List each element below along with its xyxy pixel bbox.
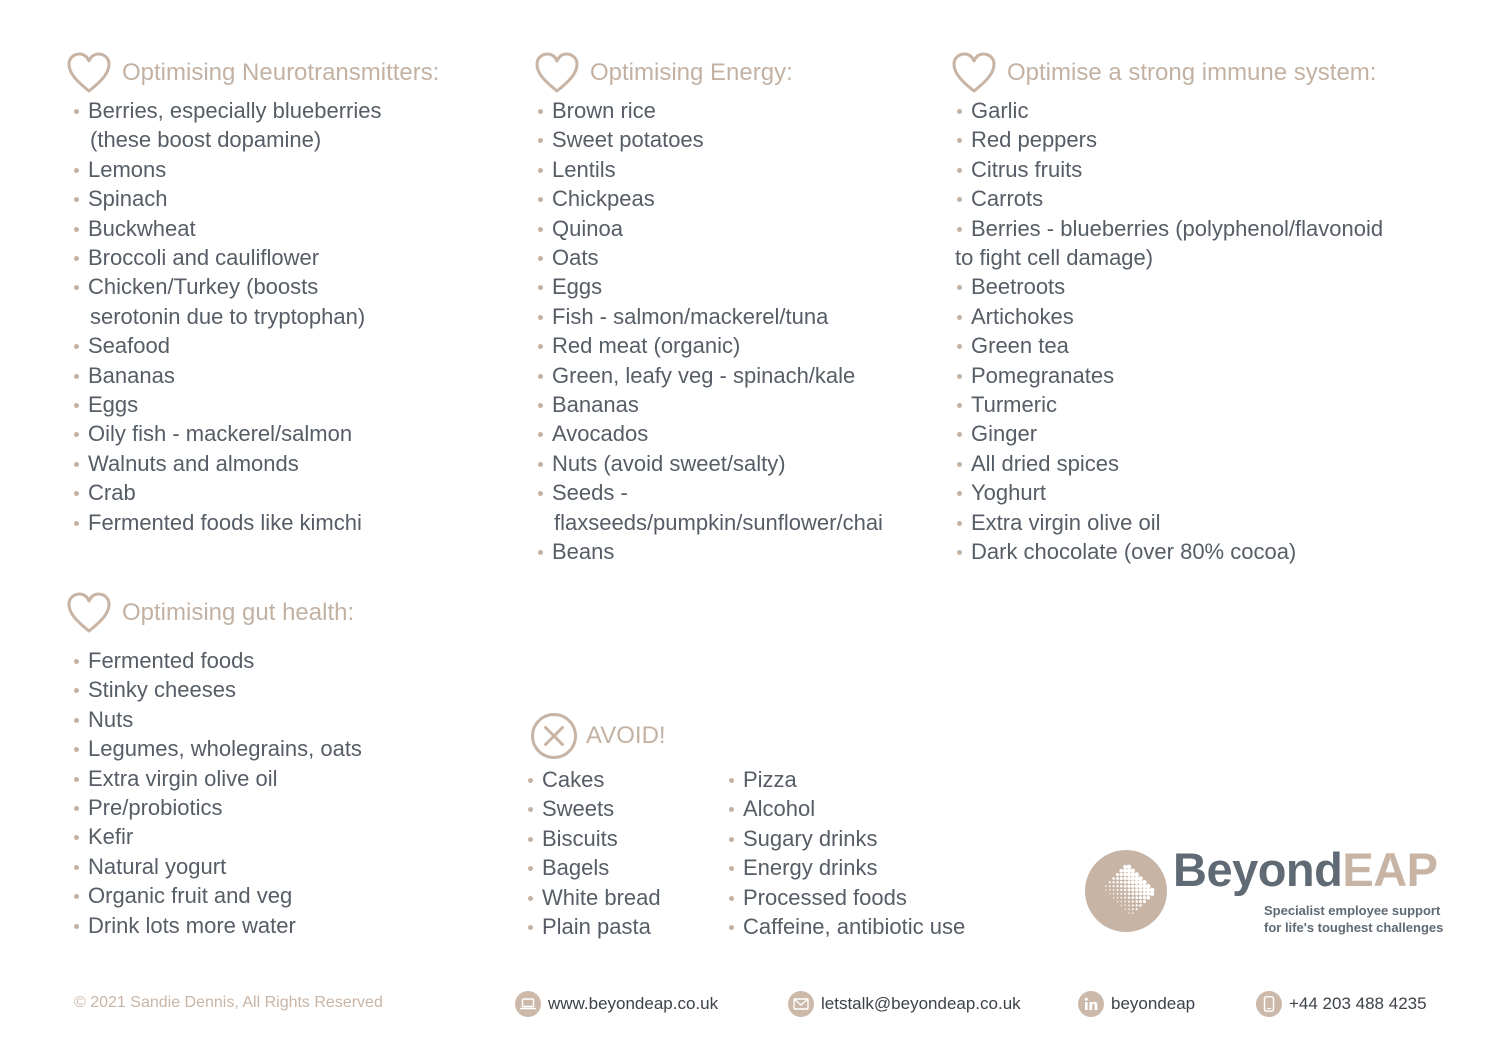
list-item bbox=[955, 214, 1451, 273]
laptop-icon bbox=[515, 991, 541, 1017]
logo-dot bbox=[1117, 901, 1118, 902]
list-item: Pre/probiotics bbox=[72, 793, 496, 822]
list-item: Seafood bbox=[72, 331, 496, 360]
logo-dot bbox=[1143, 892, 1147, 896]
list-item: Quinoa bbox=[536, 214, 934, 243]
logo-dot bbox=[1120, 893, 1122, 895]
logo-dot bbox=[1117, 893, 1119, 895]
logo-wordmark bbox=[1173, 842, 1438, 897]
list-item: Kefir bbox=[72, 822, 496, 851]
section-heading bbox=[534, 50, 934, 96]
list-item: Pizza bbox=[727, 765, 965, 794]
contact-phone[interactable] bbox=[1256, 990, 1427, 1018]
logo-dot bbox=[1127, 873, 1131, 877]
list-item: Ginger bbox=[955, 419, 1451, 448]
logo-dot bbox=[1131, 876, 1135, 880]
logo-dot bbox=[1124, 889, 1127, 892]
logo-dot bbox=[1146, 884, 1151, 889]
brand-logo bbox=[1085, 843, 1455, 938]
logo-dot bbox=[1120, 873, 1123, 876]
logo-dot bbox=[1135, 900, 1138, 903]
logo-dot bbox=[1127, 865, 1132, 870]
logo-dot bbox=[1127, 881, 1130, 884]
list-item: Garlic bbox=[955, 96, 1451, 125]
section-immune bbox=[951, 50, 1451, 567]
logo-dot bbox=[1112, 877, 1115, 880]
contact-linkedin[interactable] bbox=[1078, 990, 1195, 1018]
list-item-text: Seeds - bbox=[552, 480, 628, 506]
list-item bbox=[72, 272, 496, 331]
list-item: Biscuits bbox=[526, 824, 727, 853]
list-item: Pomegranates bbox=[955, 361, 1451, 390]
section-heading bbox=[66, 590, 496, 636]
list-item: Walnuts and almonds bbox=[72, 449, 496, 478]
list-item: Oily fish - mackerel/salmon bbox=[72, 419, 496, 448]
phone-icon bbox=[1256, 991, 1282, 1017]
footer bbox=[0, 988, 1496, 1022]
section-gut-health bbox=[66, 590, 496, 940]
list-item: Sweets bbox=[526, 794, 727, 823]
logo-dot bbox=[1113, 885, 1115, 887]
list-item: Lemons bbox=[72, 155, 496, 184]
food-list bbox=[72, 96, 496, 537]
logo-dot bbox=[1112, 881, 1114, 883]
logo-dot bbox=[1121, 901, 1122, 902]
list-item: Drink lots more water bbox=[72, 911, 496, 940]
list-item-continuation: flaxseeds/pumpkin/sunflower/chai bbox=[554, 509, 883, 535]
list-item: Yoghurt bbox=[955, 478, 1451, 507]
logo-dot bbox=[1128, 897, 1130, 899]
linkedin-icon bbox=[1078, 991, 1104, 1017]
logo-dot bbox=[1146, 888, 1150, 892]
logo-dot bbox=[1120, 889, 1122, 891]
envelope-icon bbox=[788, 991, 814, 1017]
logo-dot bbox=[1105, 889, 1106, 890]
logo-dot bbox=[1139, 900, 1142, 903]
list-item: Fish - salmon/mackerel/tuna bbox=[536, 302, 934, 331]
logo-dot bbox=[1116, 877, 1119, 880]
logo-dot bbox=[1109, 881, 1111, 883]
logo-name-part2: EAP bbox=[1342, 843, 1438, 896]
food-list bbox=[536, 96, 934, 567]
logo-dot bbox=[1143, 900, 1146, 903]
phone-link[interactable]: +44 203 488 4235 bbox=[1289, 994, 1427, 1013]
tagline-line2: for life's toughest challenges bbox=[1264, 920, 1444, 935]
list-item: All dried spices bbox=[955, 449, 1451, 478]
list-item: Natural yogurt bbox=[72, 852, 496, 881]
logo-dot bbox=[1125, 909, 1126, 910]
logo-dot bbox=[1128, 900, 1130, 902]
list-item: White bread bbox=[526, 883, 727, 912]
list-item-continuation: (these boost dopamine) bbox=[90, 127, 322, 153]
list-item: Buckwheat bbox=[72, 214, 496, 243]
logo-dot bbox=[1142, 880, 1147, 885]
logo-tagline bbox=[1264, 902, 1443, 936]
list-item: Caffeine, antibiotic use bbox=[727, 912, 965, 941]
list-item: Bagels bbox=[526, 853, 727, 882]
list-item: Red peppers bbox=[955, 125, 1451, 154]
list-item: Extra virgin olive oil bbox=[72, 764, 496, 793]
list-item: Crab bbox=[72, 478, 496, 507]
list-item: Lentils bbox=[536, 155, 934, 184]
food-list bbox=[955, 96, 1451, 567]
list-item: Energy drinks bbox=[727, 853, 965, 882]
logo-dot bbox=[1116, 873, 1119, 876]
list-item: Stinky cheeses bbox=[72, 675, 496, 704]
copyright-text: © 2021 Sandie Dennis, All Rights Reserved bbox=[74, 994, 383, 1011]
list-item: Chickpeas bbox=[536, 184, 934, 213]
logo-dot bbox=[1138, 884, 1142, 888]
contact-website[interactable] bbox=[515, 990, 718, 1018]
list-item-text: Berries, especially blueberries bbox=[88, 98, 382, 123]
logo-dot bbox=[1121, 905, 1122, 906]
list-item: Bananas bbox=[72, 361, 496, 390]
section-neurotransmitters bbox=[66, 50, 496, 537]
logo-dot bbox=[1139, 892, 1142, 895]
section-title: Optimising gut health: bbox=[122, 599, 355, 626]
list-item-continuation: serotonin due to tryptophan) bbox=[90, 303, 366, 329]
logo-dot bbox=[1113, 889, 1115, 891]
logo-dot bbox=[1143, 896, 1146, 899]
list-item: Beans bbox=[536, 537, 934, 566]
logo-dot bbox=[1117, 897, 1118, 898]
heart-icon bbox=[534, 51, 580, 95]
list-item-text: Chicken/Turkey (boosts bbox=[88, 274, 319, 300]
list-item: Extra virgin olive oil bbox=[955, 508, 1451, 537]
logo-dot bbox=[1120, 881, 1123, 884]
cross-circle-icon bbox=[530, 712, 578, 760]
list-item-text: Berries - blueberries (polyphenol/flavonoid bbox=[971, 215, 1384, 241]
section-title: Optimising Energy: bbox=[590, 59, 793, 86]
list-item: Fermented foods like kimchi bbox=[72, 508, 496, 537]
avoid-list bbox=[727, 765, 965, 941]
list-item: Organic fruit and veg bbox=[72, 881, 496, 910]
list-item: Turmeric bbox=[955, 390, 1451, 419]
list-item: Red meat (organic) bbox=[536, 331, 934, 360]
logo-dot bbox=[1128, 889, 1131, 892]
list-item: Green tea bbox=[955, 331, 1451, 360]
logo-dot bbox=[1128, 908, 1129, 909]
section-heading bbox=[530, 713, 1010, 759]
logo-dot bbox=[1109, 893, 1110, 894]
logo-dot bbox=[1136, 908, 1138, 910]
logo-dot bbox=[1139, 904, 1142, 907]
list-item bbox=[72, 96, 496, 155]
list-item: Carrots bbox=[955, 184, 1451, 213]
heart-icon bbox=[951, 51, 997, 95]
logo-dot bbox=[1132, 900, 1134, 902]
heart-icon bbox=[66, 51, 112, 95]
logo-dot bbox=[1119, 869, 1123, 873]
logo-dot bbox=[1135, 896, 1138, 899]
heart-icon bbox=[66, 591, 112, 635]
section-title: AVOID! bbox=[586, 722, 666, 749]
logo-dot bbox=[1135, 892, 1138, 895]
section-title: Optimise a strong immune system: bbox=[1007, 59, 1377, 86]
logo-dot bbox=[1150, 892, 1154, 896]
logo-dot bbox=[1109, 885, 1111, 887]
logo-dot bbox=[1136, 904, 1138, 906]
logo-dot bbox=[1150, 888, 1155, 893]
avoid-columns bbox=[526, 765, 1010, 941]
logo-dot bbox=[1139, 888, 1143, 892]
logo-dot bbox=[1120, 897, 1122, 899]
logo-dot bbox=[1131, 896, 1134, 899]
list-item: Fermented foods bbox=[72, 646, 496, 675]
linkedin-link[interactable]: beyondeap bbox=[1111, 994, 1196, 1013]
logo-dot bbox=[1131, 884, 1134, 887]
logo-dot bbox=[1123, 877, 1126, 880]
list-item: Avocados bbox=[536, 419, 934, 448]
logo-dot bbox=[1124, 881, 1127, 884]
logo-dot bbox=[1131, 869, 1136, 874]
section-heading bbox=[66, 50, 496, 96]
logo-dot bbox=[1113, 897, 1114, 898]
section-title: Optimising Neurotransmitters: bbox=[122, 59, 440, 86]
list-item: Green, leafy veg - spinach/kale bbox=[536, 361, 934, 390]
arrow-dots-icon bbox=[1085, 850, 1167, 932]
list-item: Oats bbox=[536, 243, 934, 272]
logo-dot bbox=[1138, 880, 1142, 884]
list-item: Sugary drinks bbox=[727, 824, 965, 853]
logo-dot bbox=[1113, 893, 1114, 894]
logo-emblem bbox=[1085, 850, 1167, 932]
list-item: Bananas bbox=[536, 390, 934, 419]
list-item bbox=[536, 478, 934, 537]
list-item-continuation: to fight cell damage) bbox=[955, 245, 1154, 271]
logo-dot bbox=[1124, 901, 1126, 903]
logo-dot bbox=[1123, 869, 1127, 873]
logo-dot bbox=[1128, 905, 1130, 907]
logo-dot bbox=[1124, 885, 1127, 888]
list-item: Beetroots bbox=[955, 272, 1451, 301]
list-item: Legumes, wholegrains, oats bbox=[72, 734, 496, 763]
logo-dot bbox=[1132, 904, 1134, 906]
tagline-line1: Specialist employee support bbox=[1264, 903, 1441, 918]
list-item: Artichokes bbox=[955, 302, 1451, 331]
list-item: Brown rice bbox=[536, 96, 934, 125]
logo-dot bbox=[1120, 885, 1123, 888]
section-avoid bbox=[530, 713, 1010, 941]
logo-dot bbox=[1135, 888, 1138, 891]
logo-dot bbox=[1127, 877, 1131, 881]
logo-dot bbox=[1116, 889, 1118, 891]
list-item: Broccoli and cauliflower bbox=[72, 243, 496, 272]
logo-dot bbox=[1146, 892, 1150, 896]
logo-dot bbox=[1127, 885, 1130, 888]
logo-dot bbox=[1139, 896, 1142, 899]
logo-dot bbox=[1124, 905, 1125, 906]
logo-dot bbox=[1116, 881, 1119, 884]
contact-email[interactable] bbox=[788, 990, 1021, 1018]
logo-dot bbox=[1146, 896, 1150, 900]
logo-dot bbox=[1132, 908, 1134, 910]
section-heading bbox=[951, 50, 1451, 96]
logo-dot bbox=[1128, 913, 1129, 914]
logo-dot bbox=[1116, 885, 1118, 887]
logo-dot bbox=[1135, 880, 1139, 884]
website-link[interactable]: www.beyondeap.co.uk bbox=[548, 994, 719, 1013]
logo-dot bbox=[1124, 893, 1126, 895]
logo-name-part1: Beyond bbox=[1173, 843, 1343, 896]
logo-dot bbox=[1124, 897, 1126, 899]
logo-dot bbox=[1138, 876, 1143, 881]
list-item: Alcohol bbox=[727, 794, 965, 823]
logo-dot bbox=[1134, 872, 1139, 877]
logo-dot bbox=[1105, 885, 1106, 886]
logo-dot bbox=[1142, 888, 1146, 892]
avoid-list bbox=[526, 765, 727, 941]
food-list bbox=[72, 646, 496, 940]
section-energy bbox=[534, 50, 934, 567]
logo-dot bbox=[1131, 872, 1135, 876]
email-link[interactable]: letstalk@beyondeap.co.uk bbox=[821, 994, 1021, 1013]
logo-dot bbox=[1131, 892, 1134, 895]
list-item: Dark chocolate (over 80% cocoa) bbox=[955, 537, 1451, 566]
logo-dot bbox=[1120, 877, 1123, 880]
list-item: Eggs bbox=[72, 390, 496, 419]
logo-dot bbox=[1131, 880, 1135, 884]
list-item: Nuts bbox=[72, 705, 496, 734]
list-item: Eggs bbox=[536, 272, 934, 301]
list-item: Nuts (avoid sweet/salty) bbox=[536, 449, 934, 478]
list-item: Processed foods bbox=[727, 883, 965, 912]
logo-dot bbox=[1109, 889, 1110, 890]
logo-dot bbox=[1123, 873, 1127, 877]
list-item: Plain pasta bbox=[526, 912, 727, 941]
list-item: Cakes bbox=[526, 765, 727, 794]
logo-dot bbox=[1135, 884, 1139, 888]
list-item: Spinach bbox=[72, 184, 496, 213]
logo-dot bbox=[1128, 892, 1131, 895]
list-item: Citrus fruits bbox=[955, 155, 1451, 184]
list-item: Sweet potatoes bbox=[536, 125, 934, 154]
logo-dot bbox=[1131, 888, 1134, 891]
logo-dot bbox=[1132, 912, 1133, 913]
